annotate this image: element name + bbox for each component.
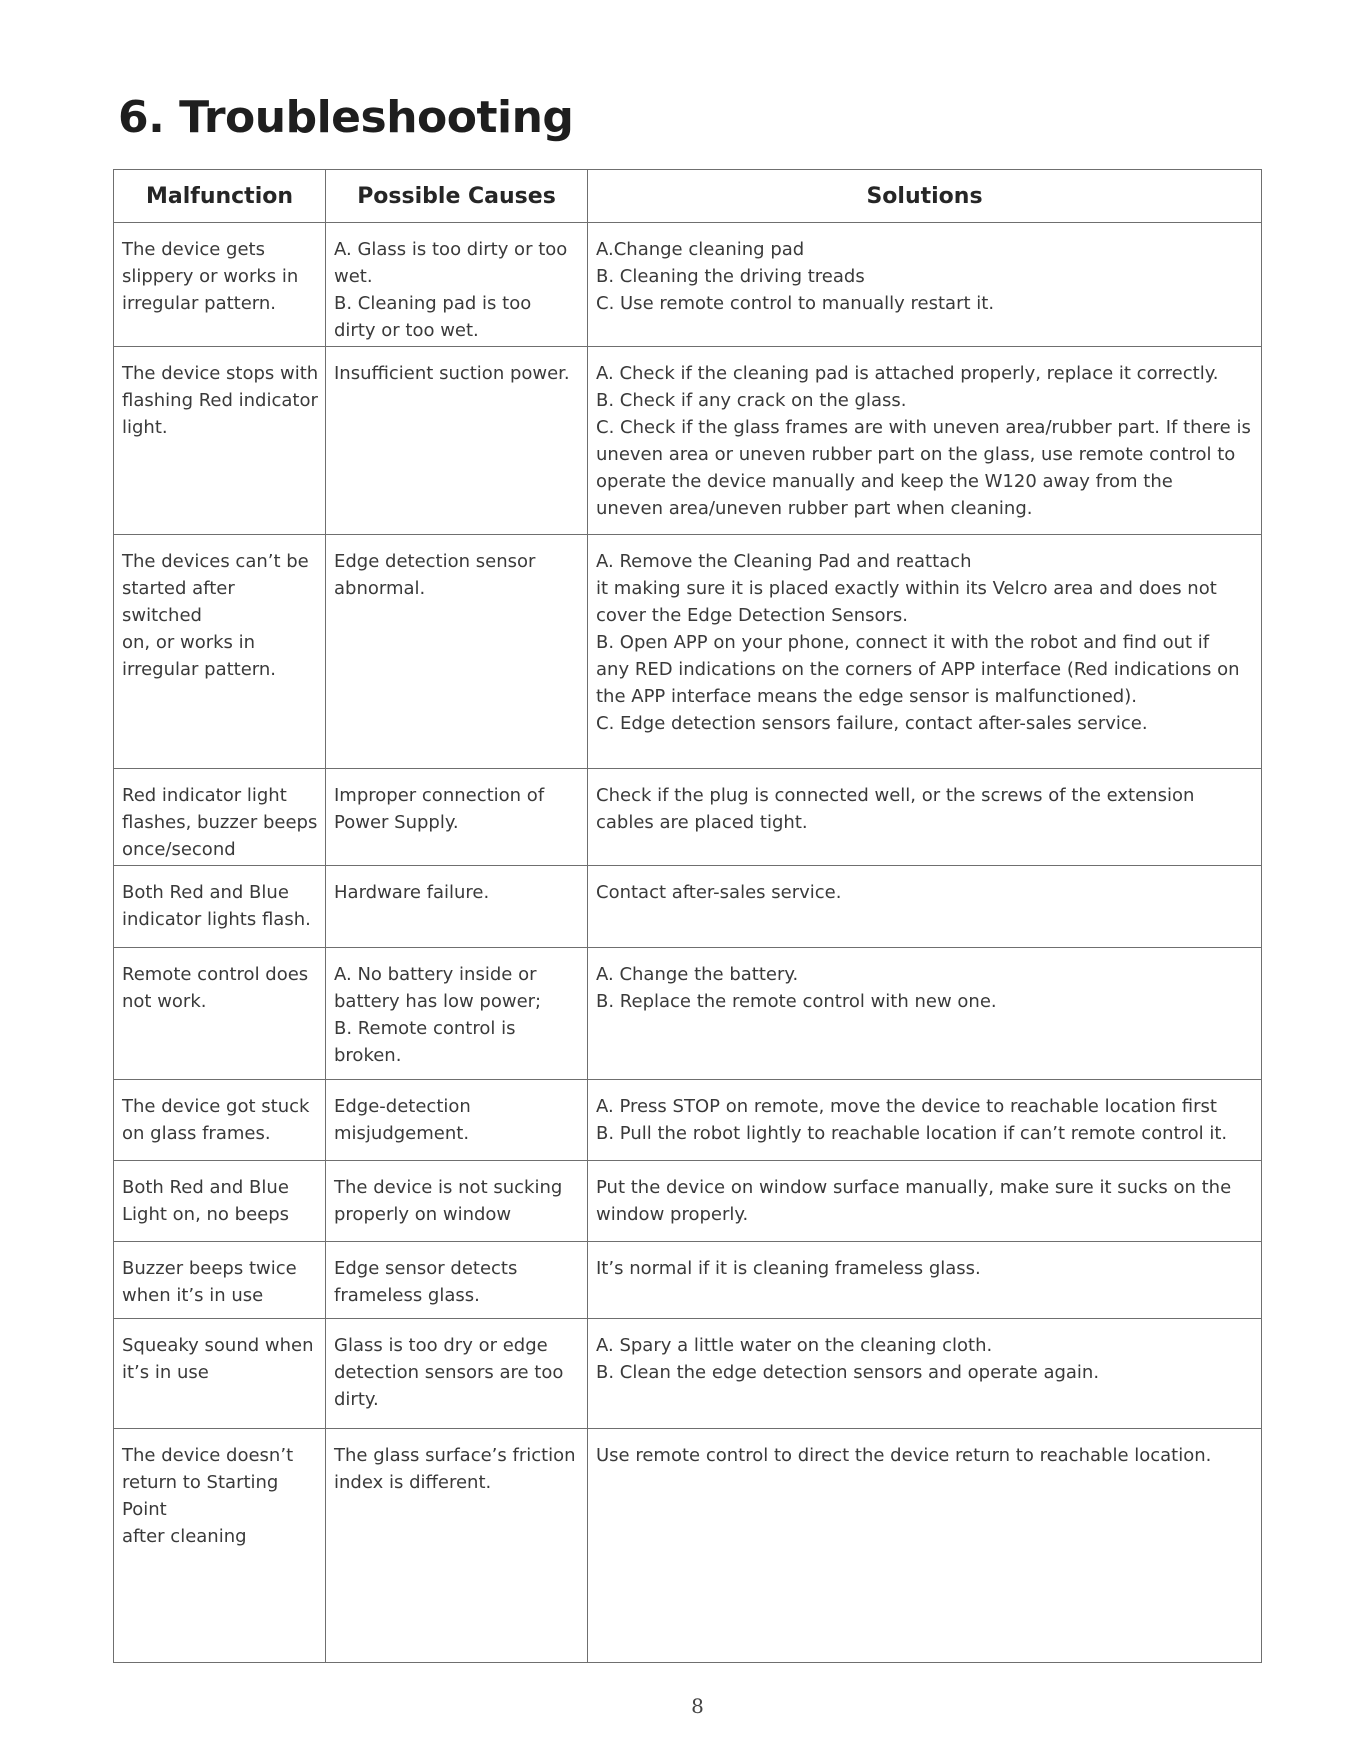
cell-text-line: The glass surface’s friction [334,1445,576,1466]
cell-text-line: index is different. [334,1472,492,1493]
cell-text-line: B. Pull the robot lightly to reachable location if can’t remote control it. [596,1123,1228,1144]
cell-text-line: dirty or too wet. [334,320,479,341]
cell-text-line: started after switched [122,578,241,626]
cell-text-line: flashing Red indicator [122,390,318,411]
cell-text-line: Edge-detection [334,1096,471,1117]
cell-text-line: Remote control does [122,964,309,985]
table-row [114,866,1262,948]
solutions-cell [588,535,1262,769]
causes-cell [326,866,588,948]
malfunction-cell [114,866,326,948]
cell-text-line: slippery or works in [122,266,299,287]
cell-text-line: A. Remove the Cleaning Pad and reattach [596,551,972,572]
cell-text-line: any RED indications on the corners of APP interface (Red indications on [596,659,1240,680]
cell-text-line: the APP interface means the edge sensor is malfunctioned). [596,686,1137,707]
cell-text-line: C. Use remote control to manually restart it. [596,293,995,314]
causes-cell [326,1080,588,1161]
solutions-cell [588,347,1262,535]
solutions-cell [588,1161,1262,1242]
cell-text-line: Hardware failure. [334,882,490,903]
cell-text-line: properly on window [334,1204,512,1225]
malfunction-cell [114,769,326,866]
cell-text-line: B. Remote control is [334,1018,516,1039]
cell-text-line: Insufficient suction power. [334,363,570,384]
causes-cell [326,347,588,535]
solutions-cell [588,1242,1262,1319]
cell-text-line: not work. [122,991,207,1012]
cell-text-line: Both Red and Blue [122,1177,289,1198]
cell-text-line: Edge sensor detects [334,1258,518,1279]
solutions-cell [588,1319,1262,1429]
cell-text-line: after cleaning [122,1526,247,1547]
table-body [114,223,1262,1663]
cell-text-line: dirty. [334,1389,379,1410]
cell-text-line: The device is not sucking [334,1177,563,1198]
cell-text-line: A. Spary a little water on the cleaning cloth. [596,1335,993,1356]
causes-cell [326,1161,588,1242]
cell-text-line: irregular pattern. [122,659,277,680]
cell-text-line: Glass is too dry or edge [334,1335,548,1356]
cell-text-line: it’s in use [122,1362,209,1383]
cell-text-line: light. [122,417,168,438]
cell-text-line: B. Cleaning the driving treads [596,266,865,287]
solutions-cell [588,948,1262,1080]
table-row [114,1080,1262,1161]
cell-text-line: Power Supply. [334,812,459,833]
cell-text-line: Check if the plug is connected well, or the screws of the extension [596,785,1195,806]
cell-text-line: cables are placed tight. [596,812,808,833]
table-row [114,1242,1262,1319]
table-row [114,535,1262,769]
header-possible-causes: Possible Causes [326,170,588,223]
cell-text-line: Improper connection of [334,785,545,806]
cell-text-line: wet. [334,266,373,287]
cell-text-line: Red indicator light [122,785,287,806]
malfunction-cell [114,535,326,769]
cell-text-line: A. Glass is too dirty or too [334,239,568,260]
malfunction-cell [114,347,326,535]
cell-text-line: irregular pattern. [122,293,277,314]
cell-text-line: on glass frames. [122,1123,271,1144]
cell-text-line: Contact after-sales service. [596,882,842,903]
solutions-cell [588,223,1262,347]
malfunction-cell [114,1161,326,1242]
cell-text-line: B. Replace the remote control with new one. [596,991,997,1012]
cell-text-line: The device stops with [122,363,319,384]
solutions-cell [588,769,1262,866]
table-row [114,1161,1262,1242]
table-row [114,223,1262,347]
cell-text-line: flashes, buzzer beeps [122,812,318,833]
cell-text-line: once/second [122,839,236,860]
cell-text-line: A. No battery inside or [334,964,537,985]
cell-text-line: Use remote control to direct the device return to reachable location. [596,1445,1212,1466]
causes-cell [326,948,588,1080]
causes-cell [326,1319,588,1429]
causes-cell [326,535,588,769]
cell-text-line: B. Open APP on your phone, connect it with the robot and find out if [596,632,1210,653]
cell-text-line: indicator lights flash. [122,909,311,930]
table-row [114,347,1262,535]
solutions-cell [588,866,1262,948]
cell-text-line: It’s normal if it is cleaning frameless glass. [596,1258,981,1279]
cell-text-line: frameless glass. [334,1285,480,1306]
cell-text-line: battery has low power; [334,991,542,1012]
cell-text-line: broken. [334,1045,402,1066]
table-row [114,1429,1262,1663]
cell-text-line: C. Check if the glass frames are with uneven area/rubber part. If there is [596,417,1251,438]
solutions-cell [588,1080,1262,1161]
cell-text-line: uneven area or uneven rubber part on the glass, use remote control to [596,444,1236,465]
cell-text-line: A. Change the battery. [596,964,799,985]
causes-cell [326,223,588,347]
cell-text-line: Squeaky sound when [122,1335,314,1356]
cell-text-line: detection sensors are too [334,1362,564,1383]
cell-text-line: B. Check if any crack on the glass. [596,390,907,411]
cell-text-line: misjudgement. [334,1123,470,1144]
cell-text-line: Buzzer beeps twice [122,1258,297,1279]
malfunction-cell [114,1319,326,1429]
cell-text-line: A.Change cleaning pad [596,239,805,260]
cell-text-line: on, or works in [122,632,256,653]
cell-text-line: uneven area/uneven rubber part when cleaning. [596,498,1033,519]
cell-text-line: B. Cleaning pad is too [334,293,532,314]
troubleshooting-table [113,169,1262,1663]
table-row [114,1319,1262,1429]
malfunction-cell [114,948,326,1080]
cell-text-line: return to Starting Point [122,1472,285,1520]
table-row [114,769,1262,866]
cell-text-line: The device got stuck [122,1096,310,1117]
cell-text-line: A. Check if the cleaning pad is attached properly, replace it correctly. [596,363,1219,384]
page-number: 8 [691,1694,704,1718]
cell-text-line: The devices can’t be [122,551,309,572]
malfunction-cell [114,1080,326,1161]
cell-text-line: Light on, no beeps [122,1204,290,1225]
header-malfunction: Malfunction [114,170,326,223]
cell-text-line: operate the device manually and keep the W120 away from the [596,471,1173,492]
cell-text-line: when it’s in use [122,1285,264,1306]
causes-cell [326,769,588,866]
header-solutions: Solutions [588,170,1262,223]
cell-text-line: C. Edge detection sensors failure, contact after-sales service. [596,713,1148,734]
table-header-row [114,170,1262,223]
cell-text-line: A. Press STOP on remote, move the device to reachable location first [596,1096,1217,1117]
cell-text-line: B. Clean the edge detection sensors and operate again. [596,1362,1100,1383]
cell-text-line: abnormal. [334,578,426,599]
causes-cell [326,1429,588,1663]
cell-text-line: The device gets [122,239,265,260]
cell-text-line: it making sure it is placed exactly within its Velcro area and does not [596,578,1217,599]
cell-text-line: window properly. [596,1204,749,1225]
cell-text-line: Edge detection sensor [334,551,536,572]
cell-text-line: cover the Edge Detection Sensors. [596,605,909,626]
cell-text-line: Both Red and Blue [122,882,289,903]
cell-text-line: The device doesn’t [122,1445,294,1466]
solutions-cell [588,1429,1262,1663]
page-title: 6. Troubleshooting [118,92,574,143]
malfunction-cell [114,1429,326,1663]
causes-cell [326,1242,588,1319]
malfunction-cell [114,1242,326,1319]
cell-text-line: Put the device on window surface manually, make sure it sucks on the [596,1177,1232,1198]
table-row [114,948,1262,1080]
malfunction-cell [114,223,326,347]
